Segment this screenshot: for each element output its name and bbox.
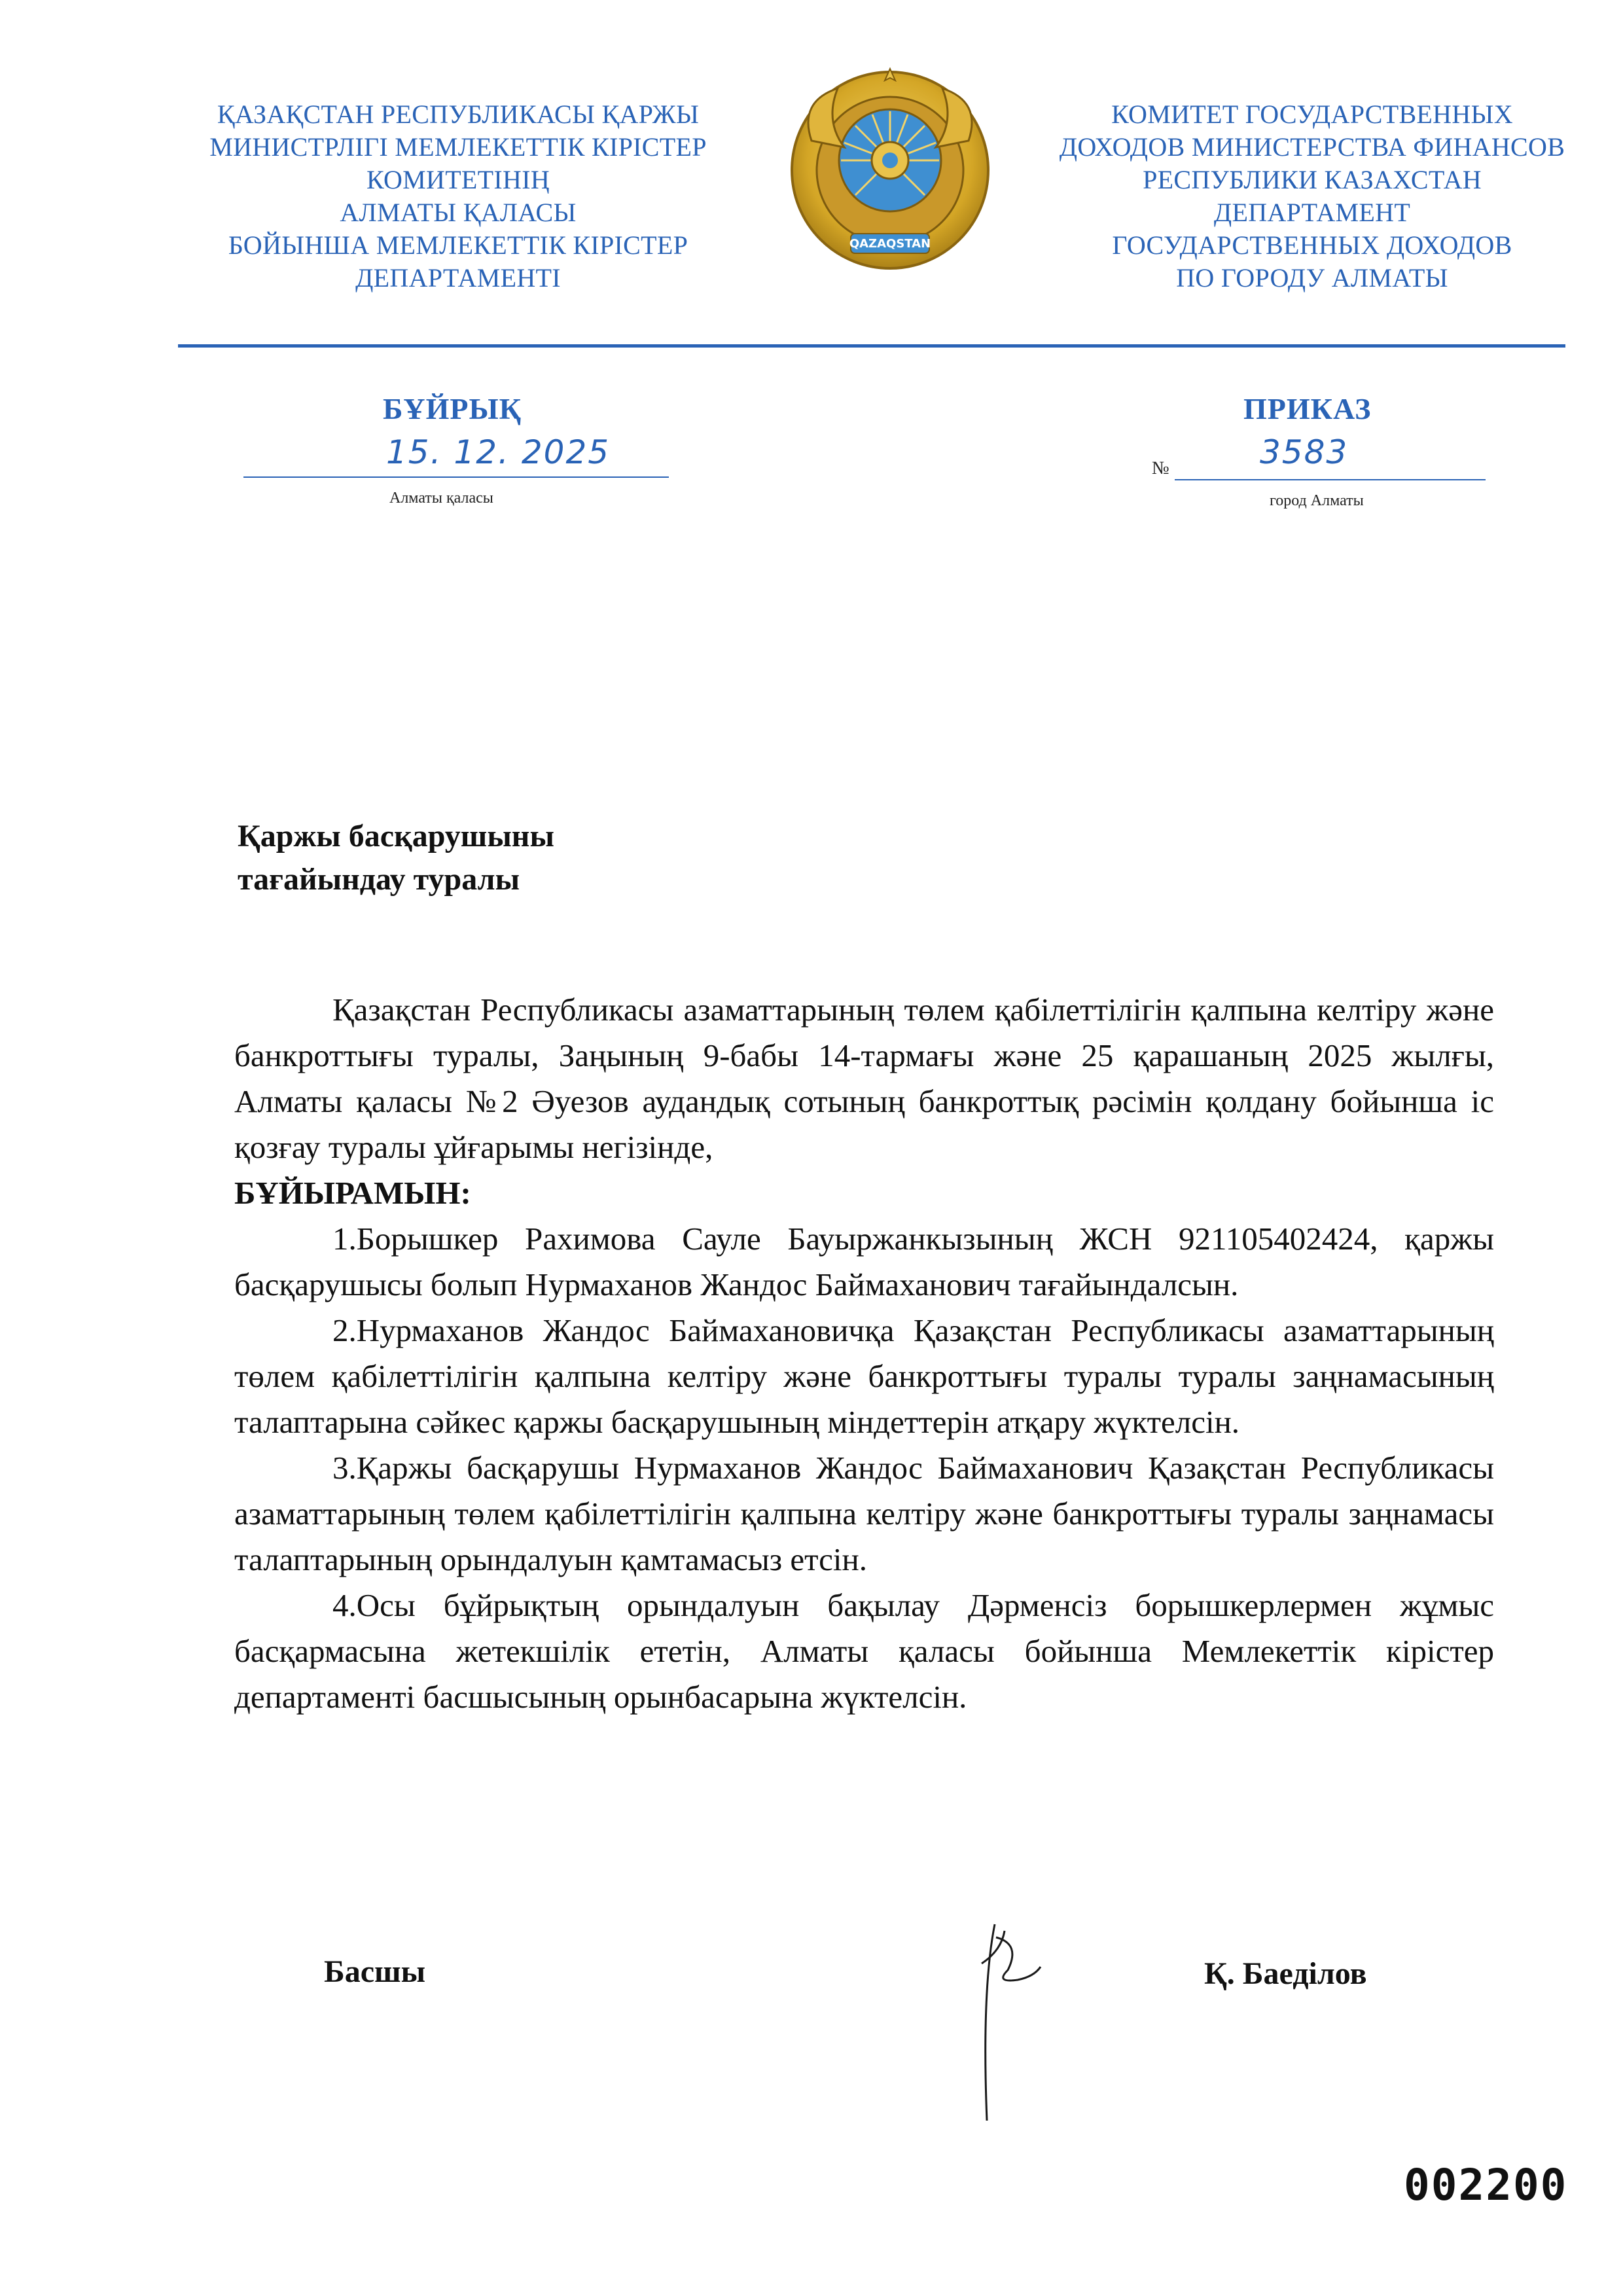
signature-position: Басшы — [324, 1954, 426, 1989]
city-ru: город Алматы — [1270, 492, 1364, 509]
body-item: 4.Осы бұйрықтың орындалуын бақылау Дәрменсіз борышкерлермен жұмыс басқармасына жетекшілік ететін, Алматы қаласы бойынша Мемлекеттік кірістер департаменті басшысының орынбасарына жүктелсін. — [234, 1587, 1494, 1715]
header-right-line: РЕСПУБЛИКИ КАЗАХСТАН — [1143, 165, 1482, 194]
subject-line: Қаржы басқарушыны — [238, 819, 554, 853]
city-kz: Алматы қаласы — [389, 490, 493, 507]
header-left — [157, 98, 759, 295]
document-number: 002200 — [1404, 2160, 1568, 2210]
header-right-line: ПО ГОРОДУ АЛМАТЫ — [1176, 263, 1448, 293]
state-emblem-icon — [785, 62, 995, 285]
header-left-line: ДЕПАРТАМЕНТІ — [355, 263, 561, 293]
header-left-line: ҚАЗАҚСТАН РЕСПУБЛИКАСЫ ҚАРЖЫ — [217, 99, 700, 129]
body-item: 1.Борышкер Рахимова Сауле Бауыржанкызының ЖСН 921105402424, қаржы басқарушысы болып Нурмаханов Жандос Баймаханович тағайындалсын. — [234, 1221, 1494, 1302]
header-right-line: КОМИТЕТ ГОСУДАРСТВЕННЫХ — [1111, 99, 1513, 129]
body-command: БҰЙЫРАМЫН: — [234, 1175, 471, 1211]
header-left-line: АЛМАТЫ ҚАЛАСЫ — [340, 198, 577, 227]
order-date: 15. 12. 2025 — [386, 433, 611, 471]
signature-name: Қ. Баеділов — [1204, 1956, 1367, 1991]
header-left-line: БОЙЫНША МЕМЛЕКЕТТІК КІРІСТЕР — [228, 230, 688, 260]
order-title-ru: ПРИКАЗ — [1243, 392, 1372, 425]
date-underline — [243, 476, 669, 478]
order-number: 3583 — [1260, 433, 1349, 471]
header-left-line: КОМИТЕТІНІҢ — [366, 165, 550, 194]
number-prefix: № — [1152, 458, 1169, 478]
order-title-kz: БҰЙРЫҚ — [383, 392, 522, 425]
header-left-line: МИНИСТРЛІГІ МЕМЛЕКЕТТІК КІРІСТЕР — [209, 132, 707, 162]
order-body — [234, 987, 1494, 1720]
body-intro: Қазақстан Республикасы азаматтарының төлем қабілеттілігін қалпына келтіру және банкроттығы туралы, Заңының 9-бабы 14-тармағы және 25 қарашаның 2025 жылғы, Алматы қаласы №2 Әуезов аудандық сотының банкроттық рәсімін қолдану бойынша іс қозғау туралы ұйғарымы негізінде, — [234, 992, 1494, 1165]
header-right-line: ДЕПАРТАМЕНТ — [1213, 198, 1411, 227]
body-item: 2.Нурмаханов Жандос Баймахановичқа Қазақстан Республикасы азаматтарының төлем қабілеттілігін қалпына келтіру және банкроттығы туралы туралы заңнамасының талаптарына сәйкес қаржы басқарушының міндеттерін атқару жүктелсін. — [234, 1312, 1494, 1440]
header-right-line: ГОСУДАРСТВЕННЫХ ДОХОДОВ — [1112, 230, 1512, 260]
header-right-line: ДОХОДОВ МИНИСТЕРСТВА ФИНАНСОВ — [1059, 132, 1565, 162]
emblem-text: QAZAQSTAN — [849, 237, 931, 251]
subject-line: тағайындау туралы — [238, 862, 520, 897]
number-underline — [1175, 479, 1486, 480]
signature-icon — [942, 1911, 1073, 2134]
header-right — [1011, 98, 1613, 295]
body-item: 3.Қаржы басқарушы Нурмаханов Жандос Баймаханович Қазақстан Республикасы азаматтарының төлем қабілеттілігін қалпына келтіру және банкроттығы туралы заңнамасы талаптарының орындалуын қамтамасыз етсін. — [234, 1450, 1494, 1577]
subject — [238, 815, 554, 901]
header-divider — [178, 344, 1565, 348]
